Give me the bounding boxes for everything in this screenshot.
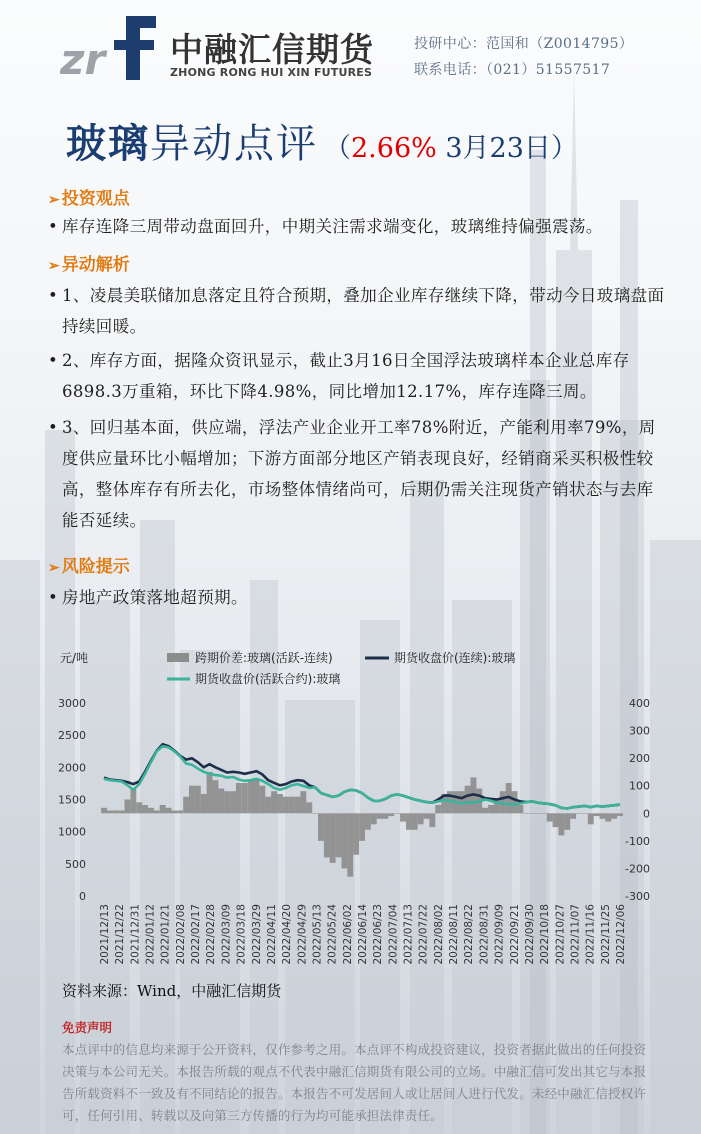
spread-bar xyxy=(482,808,488,814)
spread-bar xyxy=(359,813,365,841)
spread-bar xyxy=(394,813,400,814)
spread-bar xyxy=(512,791,518,813)
page-title xyxy=(66,112,578,169)
x-tick-label: 2022/09/09 xyxy=(493,904,506,965)
y-left-tick-label: 1500 xyxy=(58,793,86,807)
spread-bar xyxy=(142,805,148,813)
arrow-icon: ➢ xyxy=(48,192,60,208)
y-unit-label: 元/吨 xyxy=(60,651,89,665)
spread-bar xyxy=(576,813,582,814)
spread-bar xyxy=(201,794,207,813)
x-tick-label: 2022/08/31 xyxy=(478,904,491,965)
title-change-pct: 2.66% xyxy=(351,133,437,164)
x-tick-label: 2022/10/27 xyxy=(554,904,567,965)
x-tick-label: 2022/03/09 xyxy=(220,904,233,965)
title-paren-open: （ xyxy=(324,133,351,164)
spread-bar xyxy=(283,797,289,814)
spread-bar xyxy=(183,797,189,814)
spread-bar xyxy=(254,780,260,813)
spread-bar xyxy=(101,808,107,814)
spread-bar xyxy=(224,791,230,813)
y-left-tick-label: 3000 xyxy=(58,697,86,710)
source-note: 资料来源：Wind，中融汇信期货 xyxy=(62,982,282,1000)
spread-bar xyxy=(553,813,559,827)
bullet-icon: • xyxy=(48,286,59,305)
x-tick-label: 2022/11/25 xyxy=(599,904,612,965)
spread-bar xyxy=(289,797,295,814)
left-axis-ticks xyxy=(58,697,86,903)
y-left-tick-label: 0 xyxy=(79,890,86,903)
x-tick-label: 2022/05/24 xyxy=(326,904,339,965)
spread-bar xyxy=(312,813,318,814)
spread-bar xyxy=(148,808,154,814)
x-tick-label: 2022/08/11 xyxy=(448,904,461,965)
spread-bar xyxy=(248,780,254,813)
spread-bar xyxy=(242,783,248,813)
zrf-logo-icon xyxy=(60,14,160,82)
list-item: • 1、凌晨美联储加息落定且符合预期，叠加企业库存继续下降，带动今日玻璃盘面持续回暖。 xyxy=(48,280,668,342)
spread-bar xyxy=(424,813,430,819)
spread-bar xyxy=(588,813,594,824)
spread-bar xyxy=(371,813,377,824)
spread-bar xyxy=(213,780,219,813)
x-tick-label: 2022/06/23 xyxy=(372,904,385,965)
y-left-tick-label: 500 xyxy=(65,857,86,871)
spread-bar xyxy=(189,786,195,814)
x-tick-label: 2022/04/20 xyxy=(281,904,294,965)
continuous-price-line xyxy=(104,744,620,808)
spread-bar xyxy=(336,813,342,857)
x-tick-label: 2022/10/18 xyxy=(539,904,552,965)
y-right-tick-label: 300 xyxy=(629,724,650,738)
x-tick-label: 2022/11/16 xyxy=(584,904,597,965)
company-name-cn: 中融汇信期货 xyxy=(170,30,374,69)
x-tick-label: 2022/08/02 xyxy=(432,904,445,965)
spread-bar xyxy=(388,813,394,816)
spread-bar xyxy=(218,789,224,814)
x-tick-label: 2022/07/13 xyxy=(402,904,415,965)
title-date: 3月23日） xyxy=(436,133,578,164)
spread-bar xyxy=(429,813,435,827)
x-tick-label: 2022/07/04 xyxy=(387,904,400,965)
spread-bar xyxy=(125,800,131,814)
phone-contact: 联系电话：（021）51557517 xyxy=(414,62,611,78)
spread-bar xyxy=(295,797,301,814)
x-tick-label: 2022/03/29 xyxy=(250,904,263,965)
spread-bar xyxy=(523,813,529,814)
spread-bar xyxy=(605,813,611,821)
x-tick-label: 2022/04/29 xyxy=(296,904,309,965)
arrow-icon: ➢ xyxy=(48,560,60,576)
y-left-tick-label: 2500 xyxy=(58,729,86,743)
y-left-tick-label: 2000 xyxy=(58,761,86,775)
x-tick-label: 2022/12/06 xyxy=(615,904,627,965)
x-tick-label: 2022/02/17 xyxy=(190,904,203,965)
legend-swatch-spread xyxy=(167,653,189,662)
company-name-en: ZHONG RONG HUI XIN FUTURES xyxy=(170,66,373,79)
spread-bar xyxy=(488,805,494,813)
spread-bar xyxy=(465,786,471,814)
y-right-tick-label: 400 xyxy=(629,697,650,710)
disclaimer-body: 本点评中的信息均来源于公开资料，仅作参考之用。本点评不构成投资建议，投资者据此做出的任何投资决策与本公司无关。本报告所载的观点不代表中融汇信期货有限公司的立场。中融汇信可发出其它与本报告所载资料不一致及有不同结论的报告。本报告不可发居间人或让居间人进行代发。未经中融汇信授权许可，任何引用、转载以及向第三方传播的行为均可能承担法律责任。 xyxy=(62,1042,647,1123)
spread-bar xyxy=(412,813,418,830)
analyst-contact: 投研中心：范国和（Z0014795） xyxy=(414,36,634,52)
spread-bar xyxy=(119,811,125,814)
spread-bar xyxy=(318,813,324,841)
spread-bar xyxy=(377,813,383,819)
spread-bar xyxy=(435,805,441,813)
spread-bar xyxy=(195,786,201,814)
spread-bar xyxy=(383,813,389,819)
spread-bar xyxy=(418,813,424,824)
spread-bar xyxy=(277,794,283,813)
glass-price-chart xyxy=(0,640,701,975)
list-item: • 库存连降三周带动盘面回升，中期关注需求端变化，玻璃维持偏强震荡。 xyxy=(48,211,668,242)
spread-bar xyxy=(570,813,576,819)
spread-bar xyxy=(600,813,606,819)
title-topic: 异动点评 xyxy=(150,121,318,167)
spread-bar xyxy=(136,802,142,813)
spread-bar xyxy=(230,791,236,813)
spread-bar xyxy=(259,786,265,814)
spread-bar xyxy=(594,813,600,816)
x-tick-label: 2022/01/21 xyxy=(159,904,172,965)
spread-bar xyxy=(130,789,136,814)
x-tick-label: 2022/06/02 xyxy=(341,904,354,965)
spread-bar xyxy=(400,813,406,821)
x-tick-label: 2021/12/22 xyxy=(114,904,127,965)
spread-bar xyxy=(265,797,271,814)
y-right-tick-label: -300 xyxy=(625,890,650,903)
spread-bar xyxy=(236,783,242,813)
spread-bar xyxy=(347,813,353,876)
svg-text:zr: zr xyxy=(60,35,106,82)
spread-bars xyxy=(101,772,623,877)
x-tick-label: 2022/02/08 xyxy=(174,904,187,965)
section-view-title: ➢ 投资观点 xyxy=(48,189,130,209)
x-tick-label: 2022/06/14 xyxy=(357,904,369,965)
spread-bar xyxy=(207,772,213,813)
spread-bar xyxy=(547,813,553,821)
spread-bar xyxy=(166,808,172,814)
spread-bar xyxy=(271,791,277,813)
y-right-tick-label: -100 xyxy=(625,834,650,848)
spread-bar xyxy=(107,811,113,814)
x-tick-label: 2022/04/11 xyxy=(265,904,278,965)
spread-bar xyxy=(154,811,160,814)
spread-bar xyxy=(365,813,371,830)
x-tick-label: 2022/03/18 xyxy=(235,904,248,965)
bullet-icon: • xyxy=(48,217,59,236)
section-analysis-title: ➢ 异动解析 xyxy=(48,255,130,275)
spread-bar xyxy=(300,791,306,813)
x-tick-label: 2022/09/30 xyxy=(523,904,536,965)
y-right-tick-label: -200 xyxy=(625,862,650,876)
spread-bar xyxy=(113,811,119,814)
x-tick-label: 2022/05/13 xyxy=(311,904,324,965)
spread-bar xyxy=(171,811,177,814)
x-tick-label: 2022/01/12 xyxy=(144,904,157,965)
spread-bar xyxy=(564,813,570,830)
x-tick-label: 2021/12/13 xyxy=(99,904,111,965)
y-right-tick-label: 100 xyxy=(629,779,650,793)
spread-bar xyxy=(611,813,617,819)
list-item: • 2、库存方面，据隆众资讯显示，截止3月16日全国浮法玻璃样本企业总库存6898.3万重箱，环比下降4.98%，同比增加12.17%，库存连降三周。 xyxy=(48,345,668,407)
spread-bar xyxy=(517,805,523,813)
disclaimer-title: 免责声明 xyxy=(62,1020,113,1035)
y-right-tick-label: 200 xyxy=(629,752,650,766)
spread-bar xyxy=(617,813,623,816)
spread-bar xyxy=(353,813,359,854)
price-lines xyxy=(104,744,620,808)
spread-bar xyxy=(535,813,541,814)
spread-bar xyxy=(160,805,166,813)
legend-label-active: 期货收盘价(活跃合约):玻璃 xyxy=(195,672,341,686)
x-axis-labels xyxy=(99,904,627,965)
spread-bar xyxy=(324,813,330,857)
x-tick-label: 2022/07/22 xyxy=(417,904,430,965)
spread-bar xyxy=(406,813,412,830)
list-item: • 房地产政策落地超预期。 xyxy=(48,582,668,613)
bullet-icon: • xyxy=(48,588,59,607)
list-item: • 3、回归基本面，供应端，浮法产业企业开工率78%附近，产能利用率79%，周度供应量环比小幅增加；下游方面部分地区产销表现良好，经销商采买积极性较高，整体库存有所去化，市场整体情绪尚可，后期仍需关注现货产销状态与去库能否延续。 xyxy=(48,412,668,536)
x-tick-label: 2022/08/22 xyxy=(463,904,476,965)
spread-bar xyxy=(342,813,348,868)
bullet-icon: • xyxy=(48,418,59,437)
spread-bar xyxy=(330,813,336,863)
right-axis-ticks xyxy=(625,697,650,903)
x-tick-label: 2022/02/28 xyxy=(205,904,218,965)
spread-bar xyxy=(541,813,547,814)
spread-bar xyxy=(306,802,312,813)
spread-bar xyxy=(582,813,588,814)
legend-label-continuous: 期货收盘价(连续):玻璃 xyxy=(394,651,516,665)
spread-bar xyxy=(529,813,535,814)
x-tick-label: 2022/09/21 xyxy=(508,904,521,965)
spread-bar xyxy=(558,813,564,835)
section-risk-title: ➢ 风险提示 xyxy=(48,557,130,577)
x-tick-label: 2021/12/31 xyxy=(129,904,142,965)
arrow-icon: ➢ xyxy=(48,258,60,274)
legend-label-spread: 跨期价差:玻璃(活跃-连续) xyxy=(195,651,333,665)
spread-bar xyxy=(177,811,183,814)
bullet-icon: • xyxy=(48,351,59,370)
x-tick-label: 2022/11/07 xyxy=(569,904,582,965)
y-right-tick-label: 0 xyxy=(643,807,650,821)
y-left-tick-label: 1000 xyxy=(58,825,86,839)
title-commodity: 玻璃 xyxy=(66,120,150,167)
